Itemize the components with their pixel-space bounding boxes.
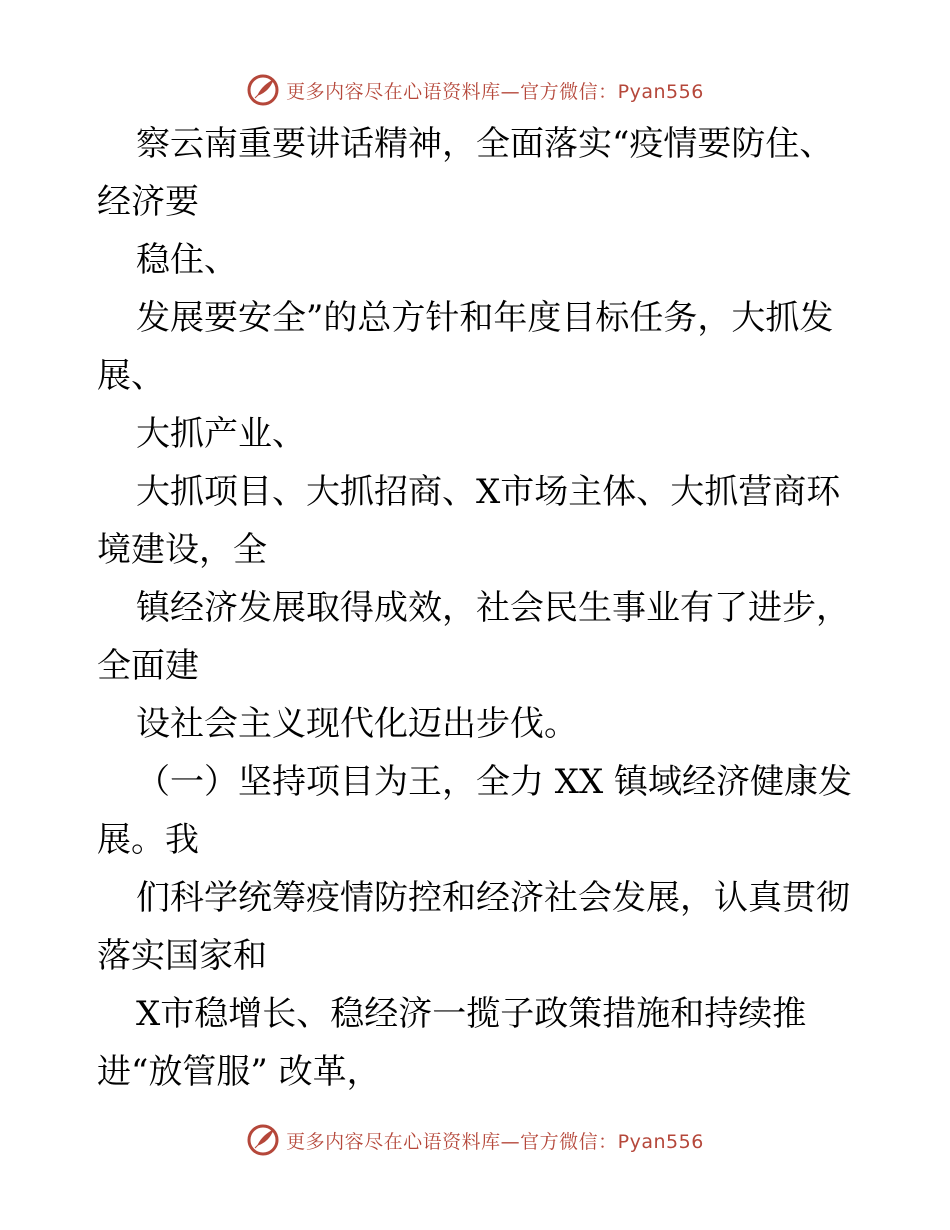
body-line: 设社会主义现代化迈出步伐。 — [136, 704, 578, 744]
header-banner — [0, 70, 950, 110]
body-line: 全面建 — [97, 646, 199, 686]
body-line: 察云南重要讲话精神，全面落实“疫情要防住、 — [136, 124, 834, 164]
header-banner-text: 更多内容尽在心语资料库—官方微信：Pyan556 — [286, 80, 704, 103]
body-line: 进“放管服” 改革， — [97, 1052, 381, 1092]
body-line: 发展要安全”的总方针和年度目标任务，大抓发 — [136, 298, 834, 338]
body-line: 大抓项目、大抓招商、X市场主体、大抓营商环 — [136, 472, 841, 512]
footer-banner-text: 更多内容尽在心语资料库—官方微信：Pyan556 — [286, 1130, 704, 1153]
body-line: 镇经济发展取得成效，社会民生事业有了进步， — [136, 588, 850, 628]
body-line: 们科学统筹疫情防控和经济社会发展，认真贯彻 — [136, 878, 850, 918]
feather-circle-logo-icon — [246, 1123, 280, 1157]
body-line: X市稳增长、稳经济一揽子政策措施和持续推 — [136, 994, 807, 1034]
body-line: （一）坚持项目为王，全力 XX 镇域经济健康发 — [136, 762, 853, 802]
body-line: 展、 — [97, 356, 165, 396]
body-line: 经济要 — [97, 182, 199, 222]
footer-banner — [0, 1120, 950, 1160]
body-line: 大抓产业、 — [136, 414, 306, 454]
body-line: 落实国家和 — [97, 936, 267, 976]
body-line: 境建设，全 — [97, 530, 267, 570]
feather-circle-logo-icon — [246, 73, 280, 107]
body-line: 稳住、 — [136, 240, 238, 280]
body-line: 展。我 — [97, 820, 199, 860]
